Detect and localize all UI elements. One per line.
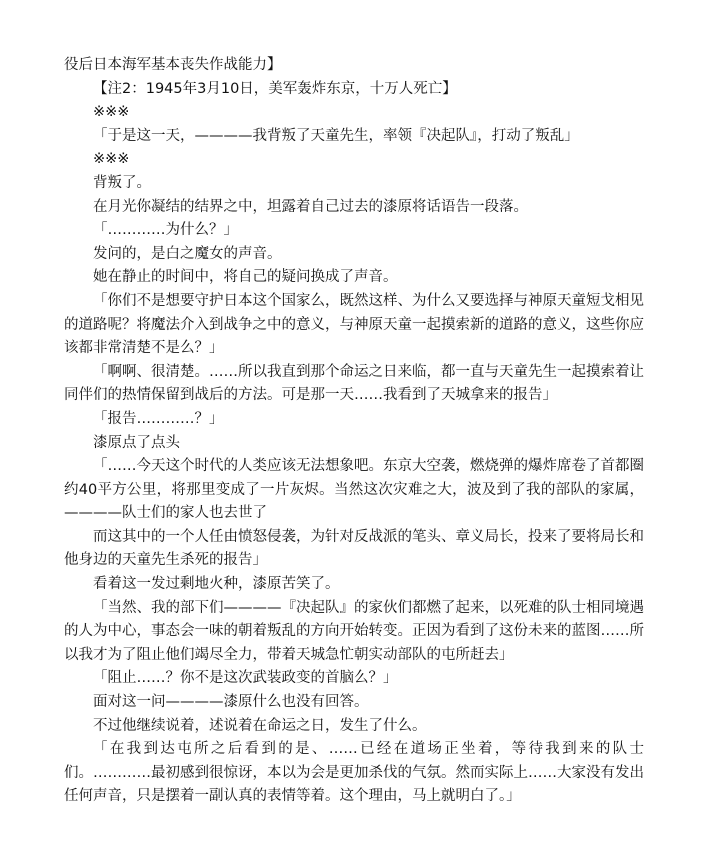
paragraph: 她在静止的时间中，将自己的疑问换成了声音。 bbox=[93, 269, 398, 286]
paragraph: 「报告…………？」 bbox=[93, 410, 224, 427]
paragraph: 「于是这一天，————我背叛了天童先生，率领『决起队』，打动了叛乱」 bbox=[93, 127, 579, 144]
paragraph: 发问的，是白之魔女的声音。 bbox=[93, 245, 282, 262]
paragraph: 面对这一问————漆原什么也没有回答。 bbox=[93, 694, 369, 711]
paragraph: 在月光你凝结的结界之中，坦露着自己过去的漆原将话语告一段落。 bbox=[93, 198, 528, 215]
paragraph: 「你们不是想要守护日本这个国家么，既然这样、为什么又要选择与神原天童短戈相见的道路呢？将魔法介入到战争之中的意义，与神原天童一起摸索新的道路的意义，这些你应该都非常清楚不是么？」 bbox=[64, 292, 644, 357]
paragraph: 「啊啊、很清楚。……所以我直到那个命运之日来临，都一直与天童先生一起摸索着让同伴们的热情保留到战后的方法。可是那一天……我看到了天城拿来的报告」 bbox=[64, 363, 644, 404]
paragraph: ※※※ bbox=[93, 104, 130, 121]
paragraph: 背叛了。 bbox=[93, 174, 151, 191]
paragraph: 「在我到达屯所之后看到的是、……已经在道场正坐着，等待我到来的队士们。…………最初感到很惊讶，本以为会是更加杀伐的气氛。然而实际上……大家没有发出任何声音，只是摆着一副认真的表情等着。这个理由，马上就明白了。」 bbox=[64, 741, 644, 805]
paragraph: 不过他继续说着，述说着在命运之日，发生了什么。 bbox=[93, 717, 427, 734]
paragraph: 「阻止……？你不是这次武装政变的首脑么？」 bbox=[93, 670, 398, 687]
paragraph: 役后日本海军基本丧失作战能力】 bbox=[64, 57, 282, 73]
paragraph: 「当然、我的部下们————『决起队』的家伙们都燃了起来，以死难的队士相同境遇的人为中心，事态会一味的朝着叛乱的方向开始转变。正因为看到了这份未来的蓝图……所以我才为了阻止他们竭尽全力，带着天城急忙朝实动部队的屯所赶去」 bbox=[64, 599, 644, 663]
paragraph: 看着这一发过剩地火种，漆原苦笑了。 bbox=[93, 576, 340, 593]
document-page bbox=[64, 54, 644, 809]
paragraph: ※※※ bbox=[93, 151, 130, 168]
paragraph: 【注2：1945年3月10日，美军轰炸东京，十万人死亡】 bbox=[93, 80, 457, 97]
paragraph: 而这其中的一个人任由愤怒侵袭，为针对反战派的笔头、章义局长，投来了要将局长和他身边的天童先生杀死的报告」 bbox=[64, 528, 644, 569]
paragraph: 「……今天这个时代的人类应该无法想象吧。东京大空袭，燃烧弹的爆炸席卷了首都圈约40平方公里，将那里变成了一片灰烬。当然这次灾难之大，波及到了我的部队的家属，————队士们的家人也去世了 bbox=[64, 458, 644, 522]
paragraph: 漆原点了点头 bbox=[93, 434, 180, 451]
paragraph: 「…………为什么？」 bbox=[93, 222, 238, 239]
